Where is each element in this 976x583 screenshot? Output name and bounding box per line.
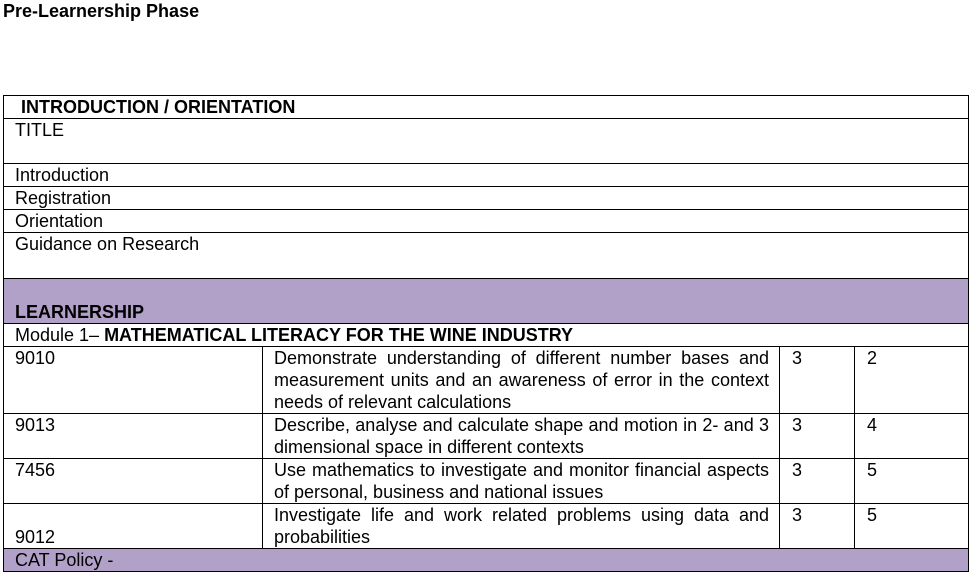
- unit-row: [4, 459, 969, 504]
- intro-item-row: [4, 187, 969, 210]
- module-title: [4, 324, 969, 347]
- page-heading: Pre-Learnership Phase: [3, 1, 200, 21]
- unit-level: 3: [780, 414, 855, 459]
- module-prefix: Module 1–: [15, 325, 105, 345]
- unit-row: [4, 347, 969, 414]
- title-row: [4, 119, 969, 164]
- intro-header: INTRODUCTION / ORIENTATION: [4, 96, 969, 119]
- intro-header-row: [4, 96, 969, 119]
- unit-description: Use mathematics to investigate and monitor financial aspects of personal, business and national issues: [263, 459, 780, 504]
- intro-item-row: [4, 164, 969, 187]
- unit-level: 3: [780, 347, 855, 414]
- footer-row: [4, 549, 969, 572]
- title-label: TITLE: [4, 119, 969, 164]
- module-name: MATHEMATICAL LITERACY FOR THE WINE INDUSTRY: [104, 325, 574, 345]
- unit-credits: 5: [855, 504, 969, 549]
- programme-table: [3, 95, 969, 572]
- unit-level: 3: [780, 459, 855, 504]
- unit-id: 9013: [4, 414, 263, 459]
- unit-level: 3: [780, 504, 855, 549]
- unit-description: Investigate life and work related problems using data and probabilities: [263, 504, 780, 549]
- learnership-header: LEARNERSHIP: [4, 279, 969, 324]
- unit-credits: 5: [855, 459, 969, 504]
- intro-item: Introduction: [4, 164, 969, 187]
- unit-row: [4, 414, 969, 459]
- unit-row: [4, 504, 969, 549]
- unit-id: 7456: [4, 459, 263, 504]
- unit-credits: 2: [855, 347, 969, 414]
- cat-policy: CAT Policy -: [4, 549, 969, 572]
- intro-item-row: [4, 210, 969, 233]
- intro-item-row: [4, 233, 969, 279]
- unit-credits: 4: [855, 414, 969, 459]
- module-row: [4, 324, 969, 347]
- unit-id: 9010: [4, 347, 263, 414]
- intro-item: Orientation: [4, 210, 969, 233]
- unit-id: 9012: [4, 504, 263, 549]
- intro-item: Registration: [4, 187, 969, 210]
- intro-item: Guidance on Research: [4, 233, 969, 279]
- learnership-header-row: [4, 279, 969, 324]
- unit-description: Describe, analyse and calculate shape and motion in 2- and 3 dimensional space in different contexts: [263, 414, 780, 459]
- unit-description: Demonstrate understanding of different number bases and measurement units and an awareness of error in the context needs of relevant calculations: [263, 347, 780, 414]
